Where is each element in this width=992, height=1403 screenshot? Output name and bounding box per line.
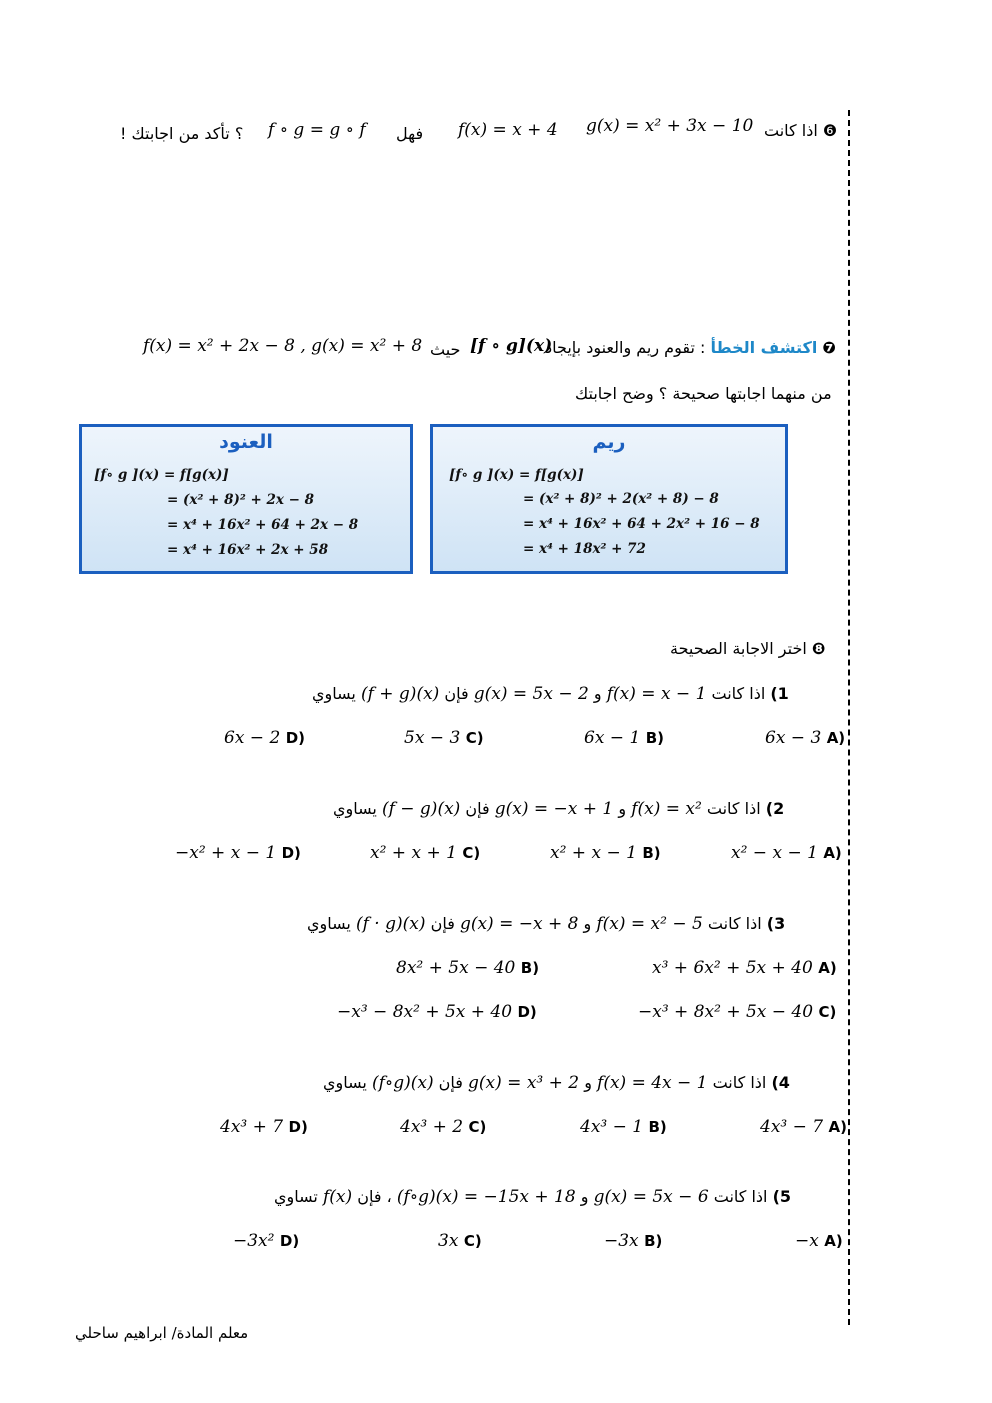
q8-5-option-b[interactable]: −3x B)	[604, 1231, 663, 1251]
q8-5-option-c[interactable]: 3x C)	[438, 1231, 482, 1251]
q6-tail: ؟ تأكد من اجابتك !	[120, 124, 244, 143]
q8-item-2: 2) اذا كانت f(x) = x² و g(x) = −x + 1 فإن (f − g)(x) يساوي	[333, 799, 785, 819]
q8-title: ❽ اختر الاجابة الصحيحة	[670, 639, 826, 658]
reem-name: ريم	[592, 431, 626, 453]
reem-line-3: = x⁴ + 16x² + 64 + 2x² + 16 − 8	[523, 516, 760, 532]
q8-3-option-d[interactable]: −x³ − 8x² + 5x + 40 D)	[337, 1002, 537, 1022]
margin-dashed-line	[848, 110, 850, 1325]
q8-2-option-b[interactable]: x² + x − 1 B)	[550, 843, 661, 863]
q8-3-option-a[interactable]: x³ + 6x² + 5x + 40 A)	[652, 958, 837, 978]
q8-item-3: 3) اذا كانت f(x) = x² − 5 و g(x) = −x + 8 فإن (f · g)(x) يساوي	[307, 914, 786, 934]
q6-number: ❻	[822, 121, 838, 140]
q6-then: فهل	[396, 124, 424, 143]
reem-line-1: [f∘ g ](x) = f[g(x)]	[449, 467, 584, 483]
q7-question: من منهما اجابتها صحيحة ؟ وضح اجابتك	[575, 384, 832, 403]
q7-functions: f(x) = x² + 2x − 8 , g(x) = x² + 8	[143, 336, 423, 356]
q8-3-option-c[interactable]: −x³ + 8x² + 5x − 40 C)	[638, 1002, 837, 1022]
q8-4-option-a[interactable]: 4x³ − 7 A)	[760, 1117, 847, 1137]
anood-answer-box	[79, 424, 413, 574]
q8-1-option-d[interactable]: 6x − 2 D)	[224, 728, 305, 748]
q8-5-option-d[interactable]: −3x² D)	[233, 1231, 300, 1251]
q8-2-option-a[interactable]: x² − x − 1 A)	[731, 843, 842, 863]
q8-item-5: 5) اذا كانت g(x) = 5x − 6 و (f∘g)(x) = −15x + 18 ، فإن f(x) تساوي	[274, 1187, 792, 1207]
q8-item-1: 1) اذا كانت f(x) = x − 1 و g(x) = 5x − 2 فإن (f + g)(x) يساوي	[312, 684, 789, 704]
q8-2-option-c[interactable]: x² + x + 1 C)	[370, 843, 481, 863]
q7-where: حيث	[430, 340, 461, 359]
q7-number: ❼	[822, 338, 836, 357]
q7-title: اكتشف الخطأ	[710, 338, 818, 357]
q6-condition: f ∘ g = g ∘ f	[268, 120, 366, 140]
q6-intro: ❻ اذا كانت	[764, 121, 838, 140]
q8-item-4: 4) اذا كانت f(x) = 4x − 1 و g(x) = x³ + 2 فإن (f∘g)(x) يساوي	[323, 1073, 790, 1093]
anood-name: العنود	[219, 431, 273, 453]
reem-line-2: = (x² + 8)² + 2(x² + 8) − 8	[523, 491, 719, 507]
q8-1-option-b[interactable]: 6x − 1 B)	[584, 728, 664, 748]
q8-1-option-a[interactable]: 6x − 3 A)	[765, 728, 846, 748]
q8-3-option-b[interactable]: 8x² + 5x − 40 B)	[396, 958, 540, 978]
q7-intro: ❼ اكتشف الخطأ : تقوم ريم والعنود بإيجاد	[545, 338, 836, 357]
q8-number: ❽	[811, 639, 826, 658]
anood-line-1: [f∘ g ](x) = f[g(x)]	[94, 467, 229, 483]
reem-line-4: = x⁴ + 18x² + 72	[523, 541, 646, 557]
q6-f-function: f(x) = x + 4	[458, 120, 558, 140]
anood-line-4: = x⁴ + 16x² + 2x + 58	[167, 542, 329, 558]
q8-4-option-b[interactable]: 4x³ − 1 B)	[580, 1117, 667, 1137]
anood-line-2: = (x² + 8)² + 2x − 8	[167, 492, 315, 508]
q6-g-function: g(x) = x² + 3x − 10	[586, 116, 754, 136]
q8-4-option-c[interactable]: 4x³ + 2 C)	[400, 1117, 487, 1137]
teacher-name-footer: معلم المادة/ ابراهيم ساحلي	[75, 1324, 249, 1342]
q7-expression: [f ∘ g](x)	[470, 336, 553, 356]
q8-5-option-a[interactable]: −x A)	[795, 1231, 843, 1251]
reem-answer-box	[430, 424, 788, 574]
q8-2-option-d[interactable]: −x² + x − 1 D)	[175, 843, 301, 863]
q8-1-option-c[interactable]: 5x − 3 C)	[404, 728, 484, 748]
anood-line-3: = x⁴ + 16x² + 64 + 2x − 8	[167, 517, 359, 533]
q8-4-option-d[interactable]: 4x³ + 7 D)	[220, 1117, 308, 1137]
